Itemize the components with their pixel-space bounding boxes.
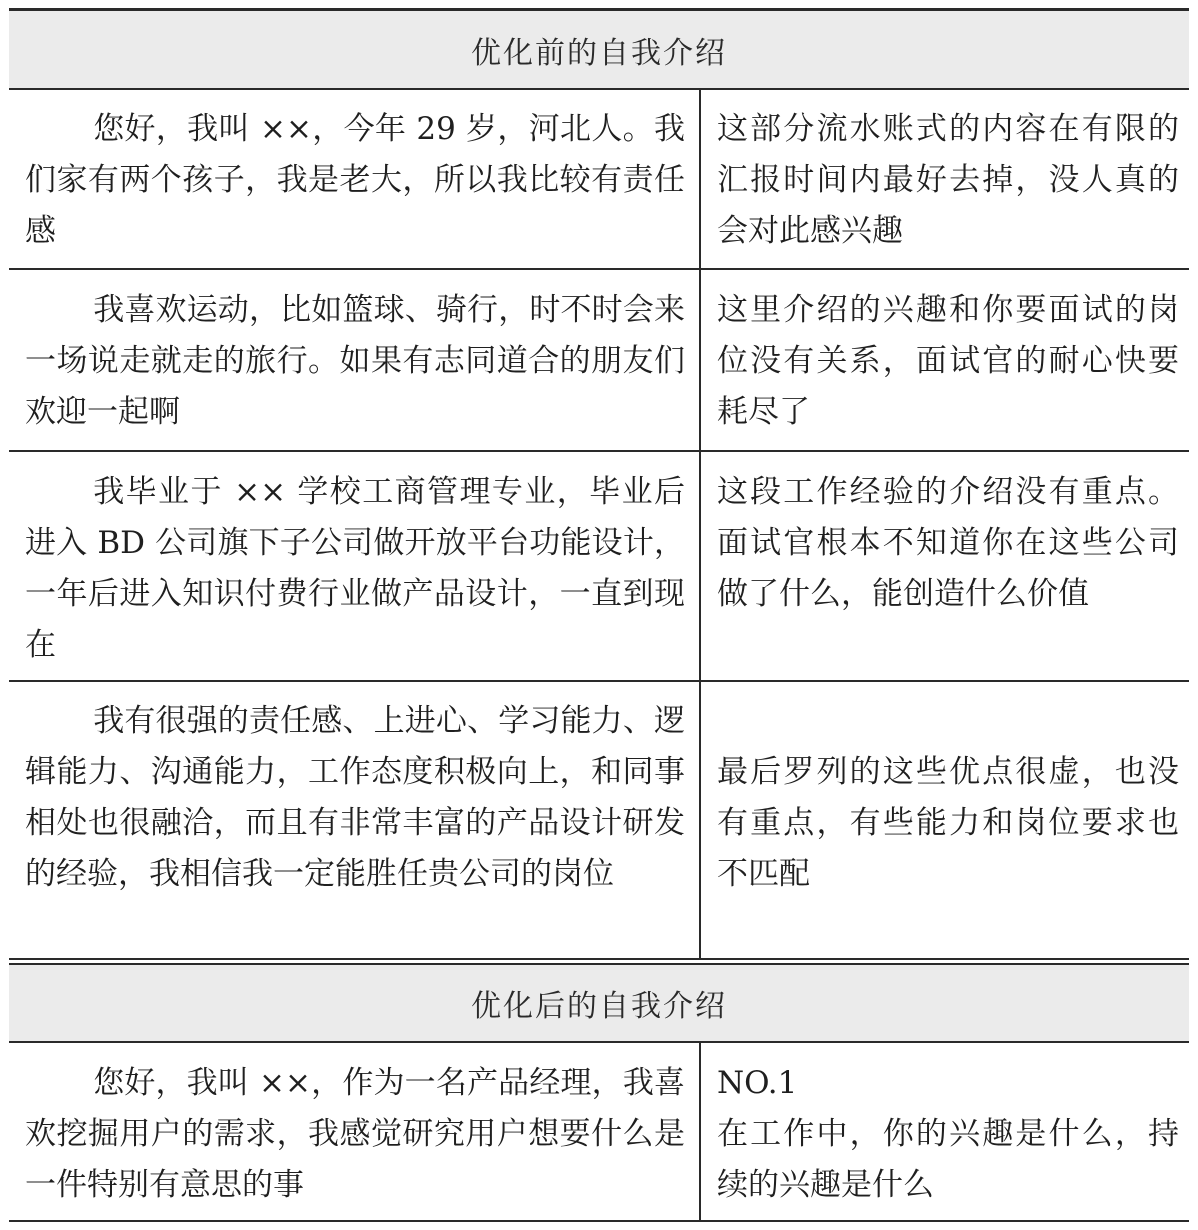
bottom-rule — [9, 1220, 1189, 1222]
original-text: 我有很强的责任感、上进心、学习能力、逻辑能力、沟通能力，工作态度积极向上，和同事相处也很融洽，而且有非常丰富的产品设计研发的经验，我相信我一定能胜任贵公司的岗位 — [25, 703, 685, 892]
comment-text: 这段工作经验的介绍没有重点。面试官根本不知道你在这些公司做了什么，能创造什么价值 — [717, 474, 1179, 612]
column-divider — [699, 682, 701, 958]
section-header-before — [9, 11, 1189, 88]
comment-text: 这里介绍的兴趣和你要面试的岗位没有关系，面试官的耐心快要耗尽了 — [717, 292, 1179, 430]
original-text: 我喜欢运动，比如篮球、骑行，时不时会来一场说走就走的旅行。如果有志同道合的朋友们欢迎一起啊 — [25, 292, 685, 430]
table-row — [9, 452, 1189, 680]
comment-text: 这部分流水账式的内容在有限的汇报时间内最好去掉，没人真的会对此感兴趣 — [717, 111, 1179, 249]
table-row — [9, 1043, 1189, 1220]
table-row — [9, 682, 1189, 958]
column-divider — [699, 270, 701, 450]
section-title: 优化后的自我介绍 — [471, 989, 727, 1024]
comment-block — [717, 1058, 1179, 1211]
comment-text: 最后罗列的这些优点很虚，也没有重点，有些能力和岗位要求也不匹配 — [717, 754, 1179, 892]
table-row — [9, 90, 1189, 268]
original-text: 我毕业于 ×× 学校工商管理专业，毕业后进入 BD 公司旗下子公司做开放平台功能设计，一年后进入知识付费行业做产品设计，一直到现在 — [25, 474, 685, 663]
section-divider — [9, 958, 1189, 960]
comment-label: NO.1 — [717, 1065, 798, 1101]
column-divider — [699, 1043, 701, 1220]
original-text: 您好，我叫 ××，作为一名产品经理，我喜欢挖掘用户的需求，我感觉研究用户想要什么是一件特别有意思的事 — [25, 1065, 685, 1203]
section-header-after — [9, 965, 1189, 1041]
section-title: 优化前的自我介绍 — [471, 35, 727, 71]
column-divider — [699, 90, 701, 268]
column-divider — [699, 452, 701, 680]
comment-text: 在工作中，你的兴趣是什么，持续的兴趣是什么 — [717, 1116, 1179, 1203]
table-row — [9, 270, 1189, 450]
original-text: 您好，我叫 ××，今年 29 岁，河北人。我们家有两个孩子，我是老大，所以我比较有责任感 — [25, 111, 685, 249]
